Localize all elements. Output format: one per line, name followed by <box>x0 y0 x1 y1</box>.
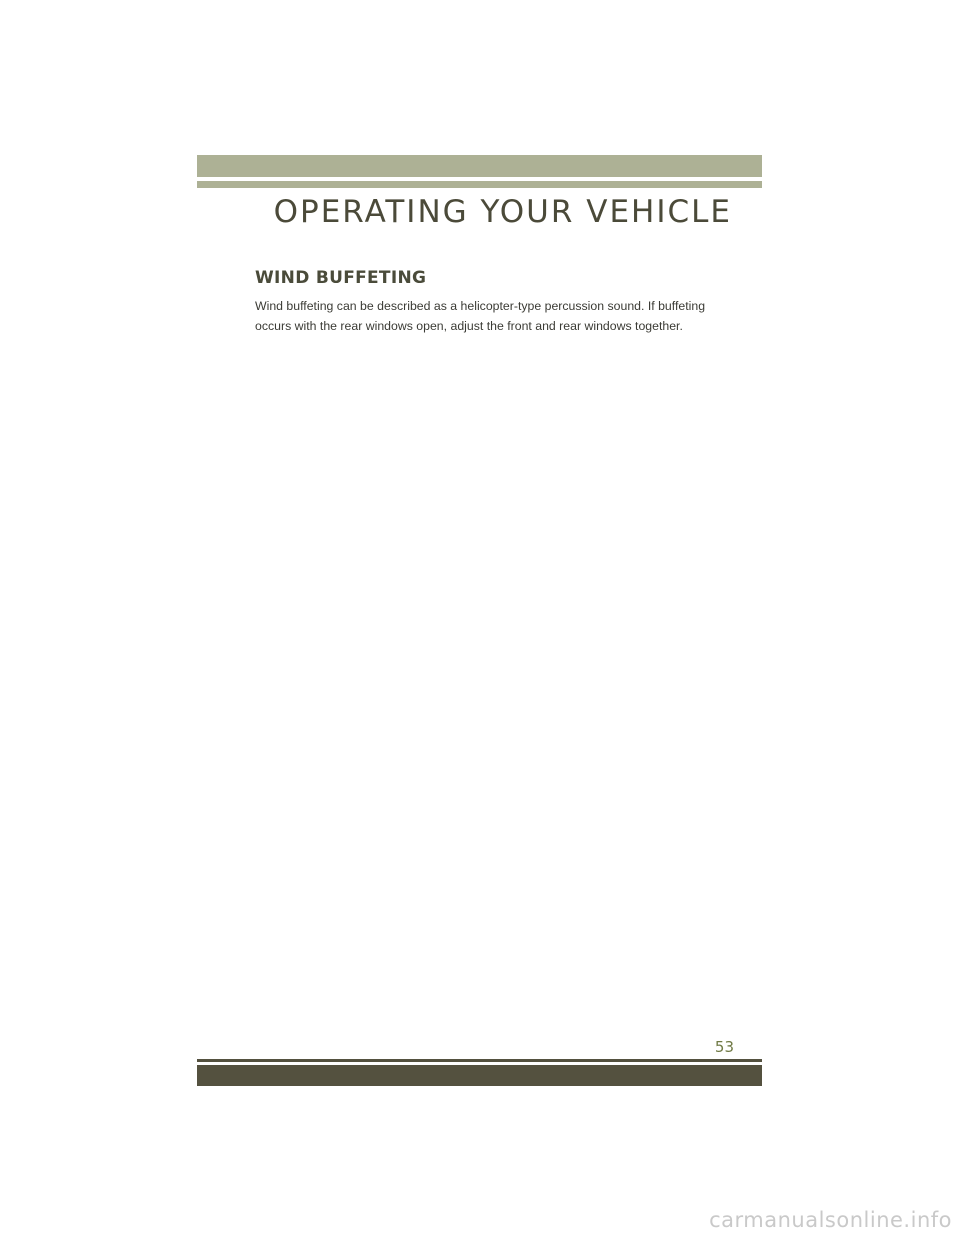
footer-band-rule <box>197 1059 762 1062</box>
watermark: carmanualsonline.info <box>709 1208 952 1232</box>
section-heading: WIND BUFFETING <box>255 268 427 288</box>
section-title: OPERATING YOUR VEHICLE <box>273 194 732 230</box>
body-paragraph-line-2: occurs with the rear windows open, adjust the front and rear windows together. <box>255 319 683 333</box>
header-band-rule <box>197 181 762 188</box>
footer-band-bottom <box>197 1065 762 1086</box>
body-paragraph-line-1: Wind buffeting can be described as a helicopter-type percussion sound. If buffeting <box>255 299 706 313</box>
header-band-top <box>197 155 762 177</box>
body-paragraph <box>255 296 755 336</box>
page-number: 53 <box>714 1038 734 1056</box>
